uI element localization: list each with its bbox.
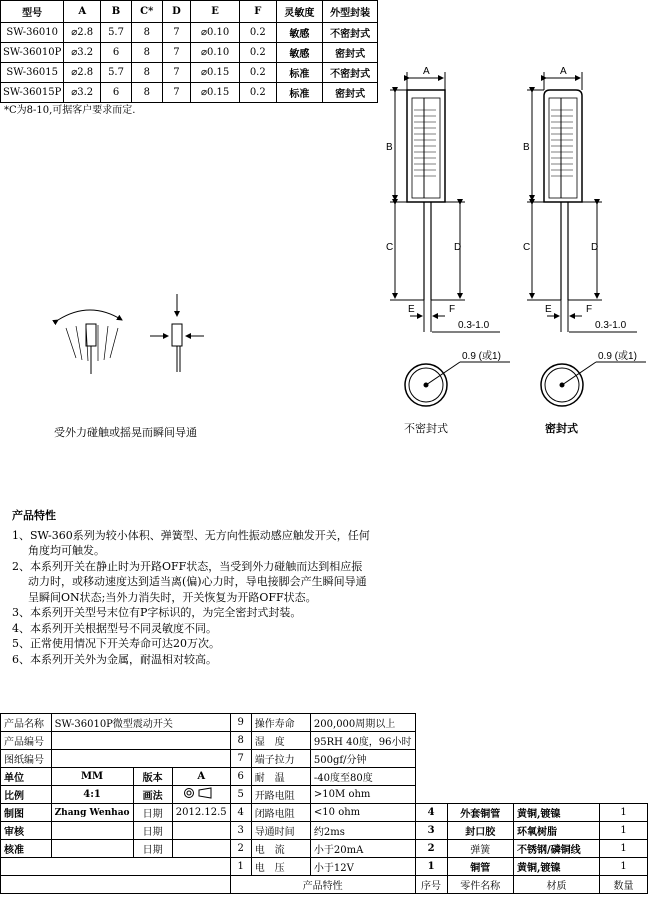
features-heading: 产品特性 — [12, 509, 56, 522]
property-name: 耐 温 — [251, 768, 310, 786]
dim-label-e: E — [545, 304, 552, 315]
part-name: 外套铜管 — [447, 804, 513, 822]
feature-item: 2、本系列开关在静止时为开路OFF状态，当受到外力碰触而达到相应振动力时，或移动速度达到适当离(偏)心力时，导电接脚会产生瞬间导通呈瞬间ON状态;当外力消失时，开关恢复为开路OFF状态。 — [12, 559, 367, 604]
dim-label-b: B — [386, 142, 393, 153]
part-material: 环氧树脂 — [514, 822, 600, 840]
scale-label: 比例 — [1, 786, 52, 804]
drawing-no-label: 图纸编号 — [1, 750, 52, 768]
feature-item: 5、正常使用情况下开关寿命可达20万次。 — [12, 637, 220, 650]
cell: 6 — [101, 83, 132, 103]
date-label: 日期 — [133, 822, 172, 840]
part-material: 黄铜,镀镍 — [514, 804, 600, 822]
approve-label: 核准 — [1, 840, 52, 858]
property-no: 1 — [230, 858, 251, 876]
date-value: 2012.12.5 — [172, 804, 230, 822]
unsealed-switch-side-view — [390, 72, 500, 332]
cell: 0.2 — [239, 83, 276, 103]
col-header: A — [64, 1, 101, 23]
parts-header-name: 零件名称 — [447, 876, 513, 894]
sealed-caption: 密封式 — [545, 422, 578, 435]
parts-header-qty: 数量 — [600, 876, 648, 894]
cell-model: SW-36010 — [1, 23, 64, 43]
parts-header-no: 序号 — [415, 876, 447, 894]
property-value: 500gf/分钟 — [310, 750, 415, 768]
col-header: 灵敏度 — [276, 1, 323, 23]
feature-item: 6、本系列开关外为金属，耐温相对较高。 — [12, 652, 217, 666]
property-no: 8 — [230, 732, 251, 750]
parts-header-material: 材质 — [514, 876, 600, 894]
cell: 7 — [162, 83, 191, 103]
product-name: SW-36010P微型震动开关 — [51, 714, 230, 732]
cell: 标准 — [276, 63, 323, 83]
part-qty: 1 — [600, 822, 648, 840]
tb-row — [1, 840, 648, 858]
projection-symbol-icon — [172, 786, 230, 804]
property-no: 4 — [230, 804, 251, 822]
unsealed-switch-top-view — [405, 362, 510, 406]
unit-value: MM — [51, 768, 133, 786]
dim-label-wire: 0.9 (或1) — [598, 351, 637, 362]
cell: ⌀0.15 — [191, 83, 240, 103]
col-header: E — [191, 1, 240, 23]
col-header: 外型封装 — [323, 1, 378, 23]
part-no: 1 — [415, 858, 447, 876]
scale-value: 4:1 — [51, 786, 133, 804]
drawn-by: Zhang Wenhao — [51, 804, 133, 822]
cell: 5.7 — [101, 23, 132, 43]
tb-row — [1, 714, 648, 732]
part-material: 黄铜,镀镍 — [514, 858, 600, 876]
property-value: 200,000周期以上 — [310, 714, 415, 732]
col-header: F — [239, 1, 276, 23]
dim-label-d: D — [591, 242, 599, 253]
review-date — [172, 822, 230, 840]
cell: 0.2 — [239, 43, 276, 63]
property-name: 操作寿命 — [251, 714, 310, 732]
dim-label-a: A — [560, 66, 567, 77]
feature-item: 3、本系列开关型号末位有P字标识的，为完全密封式封装。 — [12, 606, 302, 619]
sealed-switch-side-view — [527, 72, 637, 332]
cell: ⌀0.10 — [191, 23, 240, 43]
dim-label-d: D — [454, 242, 462, 253]
cell: 不密封式 — [323, 63, 378, 83]
property-value: 95RH 40度，96小时 — [310, 732, 415, 750]
cell: 0.2 — [239, 63, 276, 83]
part-material: 不锈钢/磷铜线 — [514, 840, 600, 858]
vibration-illustration — [58, 294, 204, 374]
cell: ⌀2.8 — [64, 63, 101, 83]
spec-note: *C为8-10,可据客户要求而定. — [4, 105, 136, 116]
cell: 标准 — [276, 83, 323, 103]
cell: 8 — [131, 83, 162, 103]
col-header: C* — [131, 1, 162, 23]
cell: 敏感 — [276, 23, 323, 43]
cell: 8 — [131, 23, 162, 43]
unsealed-caption: 不密封式 — [404, 422, 448, 435]
property-name: 闭路电阻 — [251, 804, 310, 822]
col-header: 型号 — [1, 1, 64, 23]
tb-empty — [1, 876, 231, 894]
dim-label-e: E — [408, 304, 415, 315]
property-no: 6 — [230, 768, 251, 786]
cell: 7 — [162, 43, 191, 63]
dim-label-a: A — [423, 66, 430, 77]
product-no — [51, 732, 230, 750]
dim-label-c: C — [386, 242, 394, 253]
cell: 8 — [131, 43, 162, 63]
part-name: 封口胶 — [447, 822, 513, 840]
part-qty: 1 — [600, 804, 648, 822]
version-label: 版本 — [133, 768, 172, 786]
approve-date — [172, 840, 230, 858]
property-name: 开路电阻 — [251, 786, 310, 804]
cell: ⌀0.15 — [191, 63, 240, 83]
tb-row — [1, 822, 648, 840]
property-no: 2 — [230, 840, 251, 858]
property-name: 端子拉力 — [251, 750, 310, 768]
vibration-caption: 受外力碰触或摇晃而瞬间导通 — [54, 426, 197, 439]
cell-model: SW-36010P — [1, 43, 64, 63]
cell: 5.7 — [101, 63, 132, 83]
part-no: 4 — [415, 804, 447, 822]
dim-label-f: F — [449, 304, 456, 315]
dim-label-f: F — [586, 304, 593, 315]
product-name-label: 产品名称 — [1, 714, 52, 732]
sealed-switch-top-view — [541, 362, 646, 406]
cell: 8 — [131, 63, 162, 83]
property-value: 约2ms — [310, 822, 415, 840]
title-block — [0, 713, 648, 894]
property-name: 电 压 — [251, 858, 310, 876]
cell: ⌀2.8 — [64, 23, 101, 43]
dim-label-range: 0.3-1.0 — [595, 320, 627, 331]
property-value: <10 ohm — [310, 804, 415, 822]
part-name: 弹簧 — [447, 840, 513, 858]
review-label: 审核 — [1, 822, 52, 840]
cell-model: SW-36015P — [1, 83, 64, 103]
tb-blank — [415, 714, 647, 804]
cell: 密封式 — [323, 43, 378, 63]
part-qty: 1 — [600, 840, 648, 858]
approver — [51, 840, 133, 858]
property-value: 小于12V — [310, 858, 415, 876]
part-no: 3 — [415, 822, 447, 840]
property-name: 电 流 — [251, 840, 310, 858]
cell-model: SW-36015 — [1, 63, 64, 83]
property-name: 导通时间 — [251, 822, 310, 840]
col-header: B — [101, 1, 132, 23]
tb-row — [1, 804, 648, 822]
feature-item: 4、本系列开关根据型号不同灵敏度不同。 — [12, 621, 217, 635]
cell: ⌀3.2 — [64, 83, 101, 103]
cell: 7 — [162, 63, 191, 83]
tb-row — [1, 858, 648, 876]
tb-empty — [1, 858, 231, 876]
version-value: A — [172, 768, 230, 786]
property-no: 5 — [230, 786, 251, 804]
date-label: 日期 — [133, 804, 172, 822]
unit-label: 单位 — [1, 768, 52, 786]
part-qty: 1 — [600, 858, 648, 876]
property-no: 9 — [230, 714, 251, 732]
property-no: 3 — [230, 822, 251, 840]
dim-label-wire: 0.9 (或1) — [462, 351, 501, 362]
reviewer — [51, 822, 133, 840]
part-name: 铜管 — [447, 858, 513, 876]
cell: 7 — [162, 23, 191, 43]
tb-footer-row — [1, 876, 648, 894]
col-header: D — [162, 1, 191, 23]
property-no: 7 — [230, 750, 251, 768]
drawn-label: 制图 — [1, 804, 52, 822]
cell: 敏感 — [276, 43, 323, 63]
property-value: -40度至80度 — [310, 768, 415, 786]
property-value: 小于20mA — [310, 840, 415, 858]
features-section — [12, 508, 372, 667]
date-label: 日期 — [133, 840, 172, 858]
property-name: 湿 度 — [251, 732, 310, 750]
dim-label-range: 0.3-1.0 — [458, 320, 490, 331]
drawing-no — [51, 750, 230, 768]
property-value: >10M ohm — [310, 786, 415, 804]
cell: 0.2 — [239, 23, 276, 43]
dim-label-c: C — [523, 242, 531, 253]
characteristics-label: 产品特性 — [230, 876, 415, 894]
feature-item: 1、SW-360系列为较小体积、弹簧型、无方向性振动感应触发开关，任何角度均可触发。 — [12, 528, 370, 557]
cell: ⌀3.2 — [64, 43, 101, 63]
cell: ⌀0.10 — [191, 43, 240, 63]
dim-label-b: B — [523, 142, 530, 153]
product-no-label: 产品编号 — [1, 732, 52, 750]
cell: 密封式 — [323, 83, 378, 103]
cell: 6 — [101, 43, 132, 63]
cell: 不密封式 — [323, 23, 378, 43]
method-label: 画法 — [133, 786, 172, 804]
part-no: 2 — [415, 840, 447, 858]
